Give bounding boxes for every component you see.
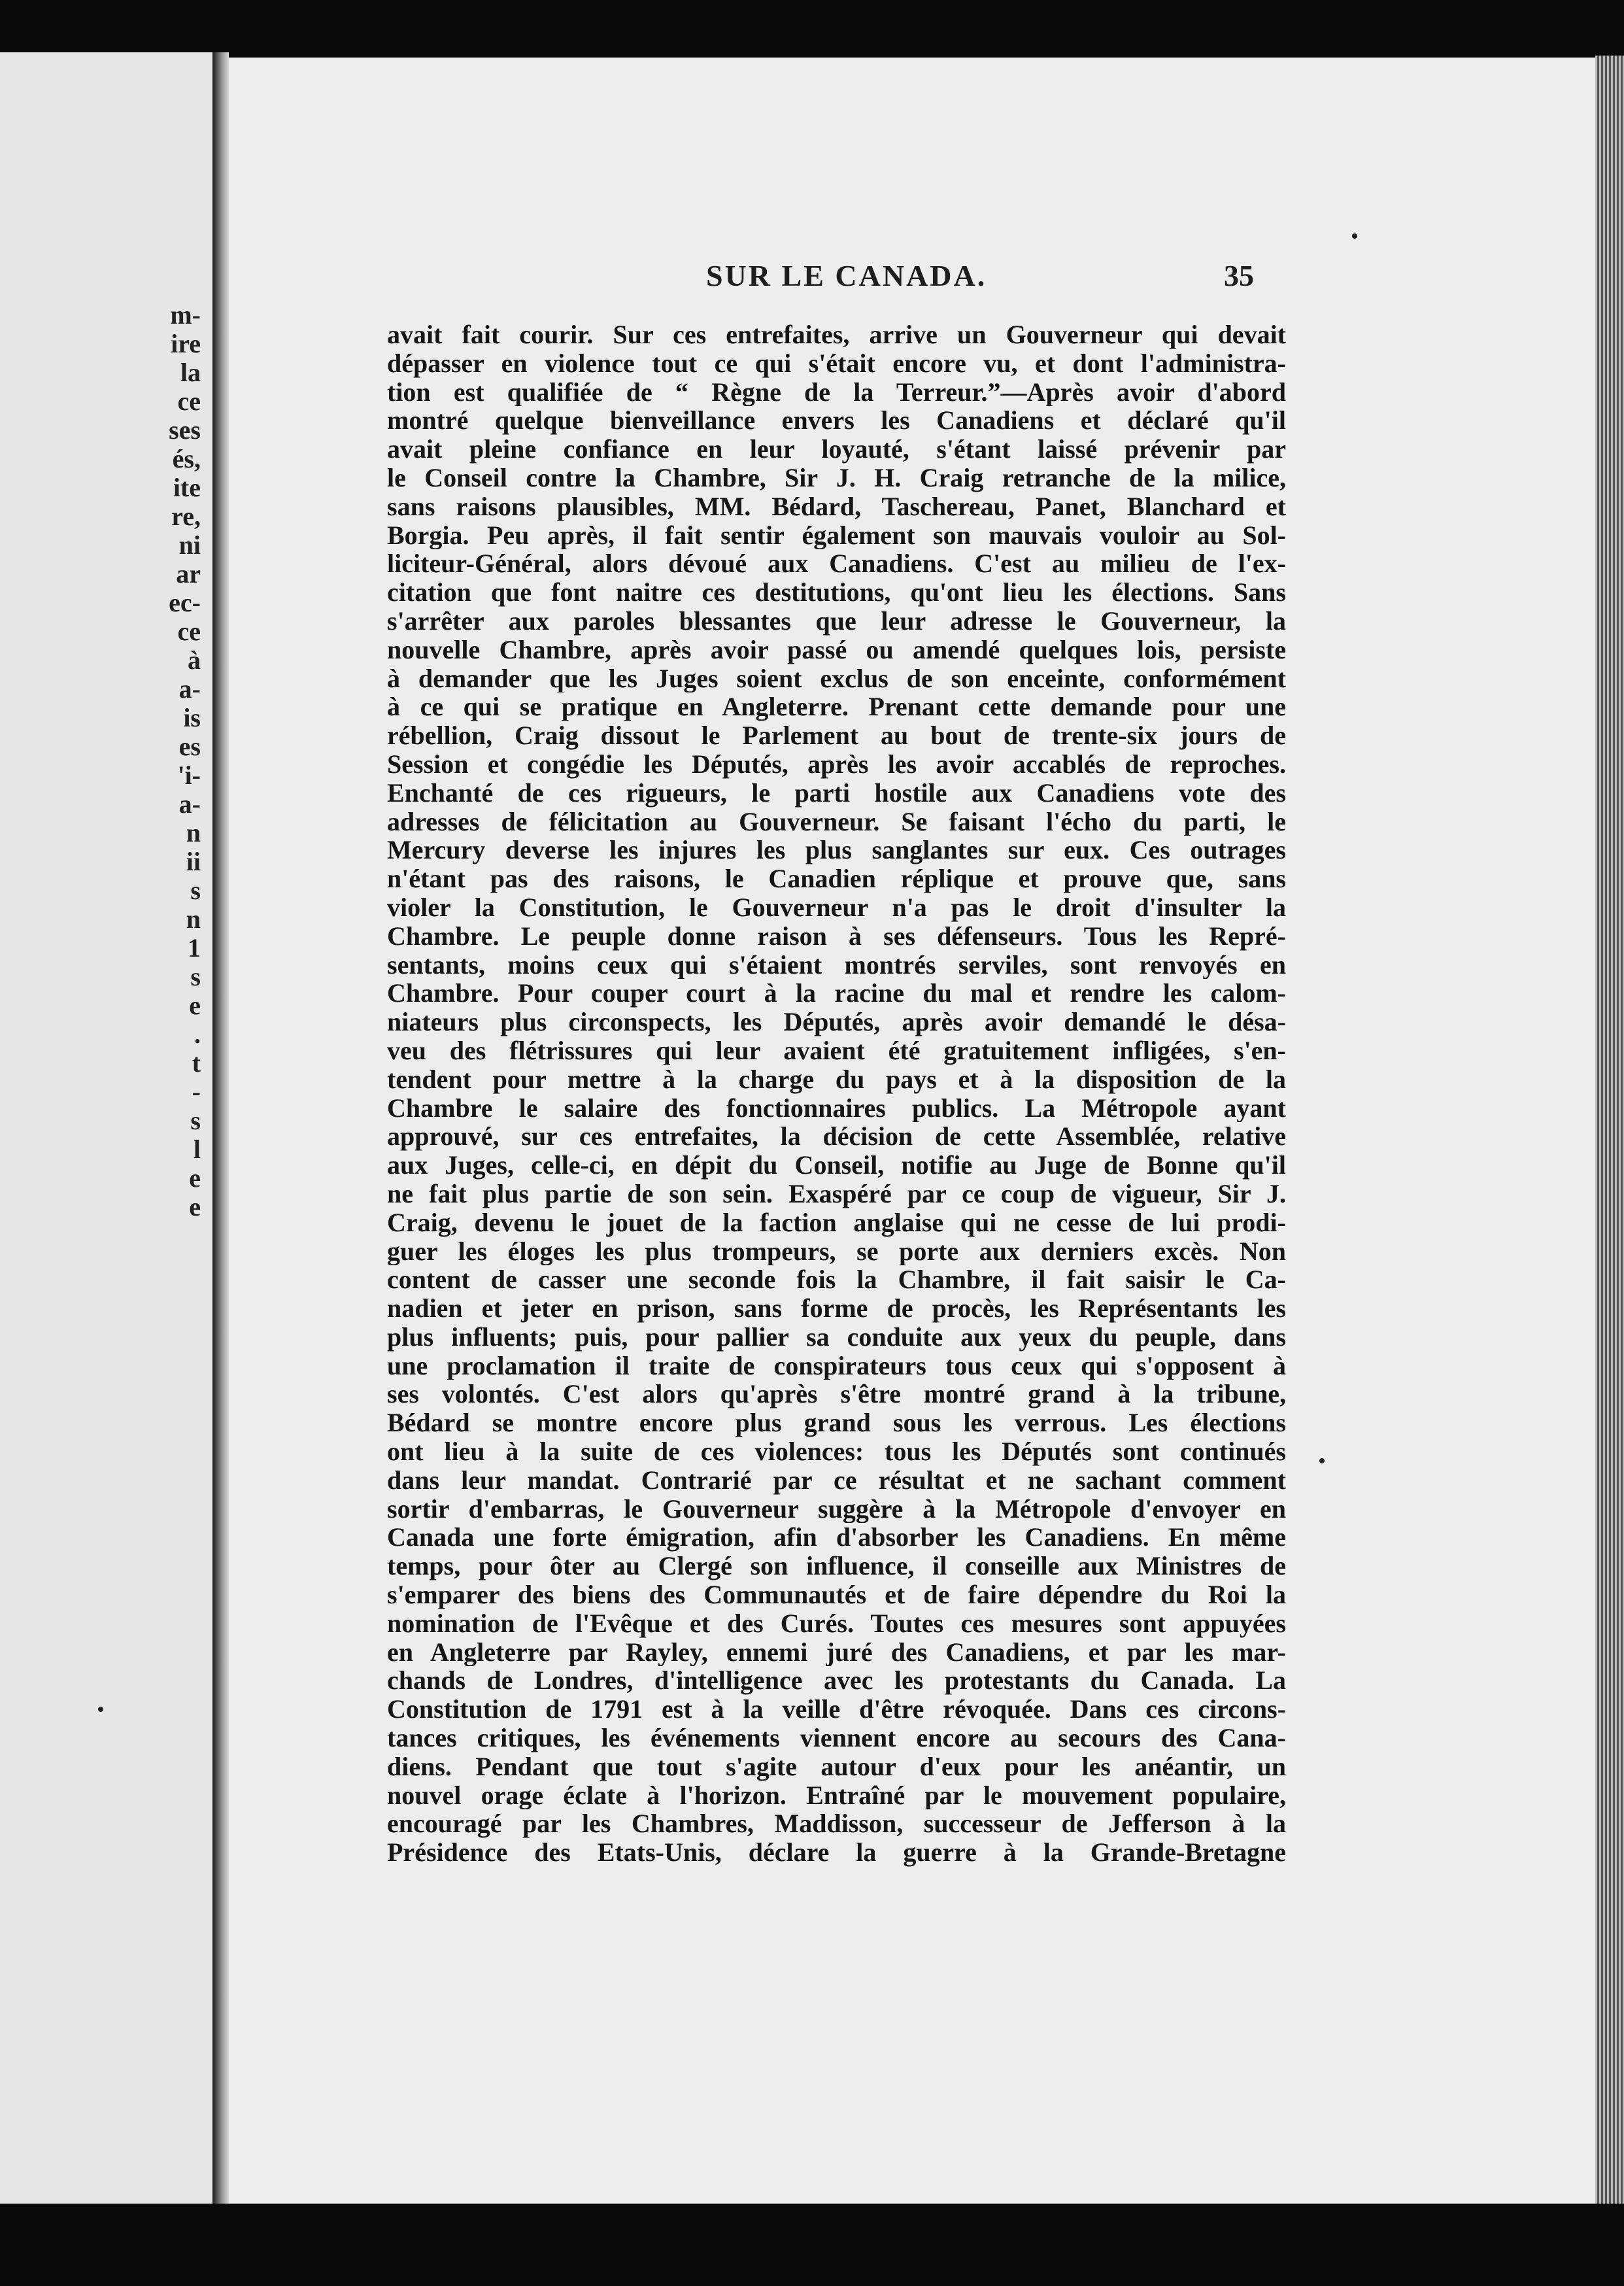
text-line: approuvé, sur ces entrefaites, la décision de cette Assemblée, relative: [387, 1122, 1286, 1152]
page-edges: [1595, 56, 1624, 2233]
text-line: nouvel orage éclate à l'horizon. Entraîné par le mouvement populaire,: [387, 1781, 1286, 1810]
text-line: adresses de félicitation au Gouverneur. Se faisant l'écho du parti, le: [387, 807, 1286, 836]
text-line: liciteur-Général, alors dévoué aux Canadiens. C'est au milieu de l'ex-: [387, 549, 1286, 579]
text-line: violer la Constitution, le Gouverneur n'a pas le droit d'insulter la: [387, 893, 1286, 922]
text-line: à ce qui se pratique en Angleterre. Prenant cette demande pour une: [387, 692, 1286, 722]
text-line: Canada une forte émigration, afin d'absorber les Canadiens. En même: [387, 1523, 1286, 1552]
text-line: Chambre le salaire des fonctionnaires publics. La Métropole ayant: [387, 1093, 1286, 1123]
left-page-fragment: ec-: [169, 588, 201, 617]
text-line: sans raisons plausibles, MM. Bédard, Taschereau, Panet, Blanchard et: [387, 492, 1286, 521]
left-page-fragment: s: [190, 876, 201, 905]
text-line: Chambre. Le peuple donne raison à ses défenseurs. Tous les Repré-: [387, 921, 1286, 951]
left-page-fragment: és,: [172, 444, 201, 473]
text-line: nomination de l'Evêque et des Curés. Toutes ces mesures sont appuyées: [387, 1609, 1286, 1638]
text-line: avait pleine confiance en leur loyauté, s'étant laissé prévenir par: [387, 435, 1286, 464]
book-gutter: [212, 52, 229, 2204]
text-line: ses volontés. C'est alors qu'après s'être montré grand à la tribune,: [387, 1380, 1286, 1409]
text-line: à demander que les Juges soient exclus de son enceinte, conformément: [387, 664, 1286, 693]
left-page-fragment: n: [186, 904, 201, 934]
text-line: tendent pour mettre à la charge du pays et à la disposition de la: [387, 1065, 1286, 1094]
text-line: content de casser une seconde fois la Chambre, il fait saisir le Ca-: [387, 1265, 1286, 1295]
text-line: une proclamation il traite de conspirateurs tous ceux qui s'opposent à: [387, 1351, 1286, 1380]
left-page-fragment: -: [192, 1077, 201, 1106]
text-line: temps, pour ôter au Clergé son influence, il conseille aux Ministres de: [387, 1552, 1286, 1581]
text-line: chands de Londres, d'intelligence avec les protestants du Canada. La: [387, 1666, 1286, 1696]
left-page-fragment: re,: [171, 502, 201, 531]
left-page-fragment: ire: [171, 329, 201, 358]
text-line: guer les éloges les plus trompeurs, se porte aux derniers excès. Non: [387, 1237, 1286, 1266]
page-number: 35: [1224, 259, 1254, 292]
text-line: dans leur mandat. Contrarié par ce résultat et ne sachant comment: [387, 1465, 1286, 1495]
left-page-fragment: e: [189, 991, 201, 1020]
speck: [98, 1707, 103, 1712]
left-page-fragment: ce: [177, 617, 201, 646]
left-page-fragment: n: [186, 818, 201, 847]
text-line: aux Juges, celle-ci, en dépit du Conseil, notifie au Juge de Bonne qu'il: [387, 1151, 1286, 1180]
text-line: nadien et jeter en prison, sans forme de procès, les Représentants les: [387, 1294, 1286, 1323]
text-line: Craig, devenu le jouet de la faction anglaise qui ne cesse de lui prodi-: [387, 1208, 1286, 1237]
text-line: s'emparer des biens des Communautés et de faire dépendre du Roi la: [387, 1580, 1286, 1609]
text-line: diens. Pendant que tout s'agite autour d'eux pour les anéantir, un: [387, 1752, 1286, 1781]
text-line: s'arrêter aux paroles blessantes que leur adresse le Gouverneur, la: [387, 606, 1286, 636]
left-page: [0, 52, 216, 2204]
left-page-fragment: ni: [178, 530, 201, 560]
left-page-fragment: ce: [177, 386, 201, 416]
left-page-fragment: l: [193, 1134, 201, 1164]
text-line: tion est qualifiée de “ Règne de la Terreur.”—Après avoir d'abord: [387, 377, 1286, 407]
left-page-fragment: s: [190, 1106, 201, 1135]
text-line: sentants, moins ceux qui s'étaient montrés serviles, sont renvoyés en: [387, 950, 1286, 980]
text-line: citation que font naitre ces destitutions, qu'ont lieu les élections. Sans: [387, 578, 1286, 607]
text-line: Borgia. Peu après, il fait sentir également son mauvais vouloir au Sol-: [387, 520, 1286, 550]
text-line: ont lieu à la suite de ces violences: tous les Députés sont continués: [387, 1437, 1286, 1466]
scan-border: [0, 2204, 1624, 2286]
text-line: Chambre. Pour couper court à la racine du mal et rendre les calom-: [387, 979, 1286, 1008]
left-page-fragment: ii: [186, 847, 201, 876]
text-line: rébellion, Craig dissout le Parlement au bout de trente-six jours de: [387, 721, 1286, 750]
text-line: le Conseil contre la Chambre, Sir J. H. Craig retranche de la milice,: [387, 463, 1286, 492]
text-line: niateurs plus circonspects, les Députés, après avoir demandé le désa-: [387, 1008, 1286, 1036]
text-line: dépasser en violence tout ce qui s'était encore vu, et dont l'administra-: [387, 349, 1286, 378]
left-page-fragment: e: [189, 1192, 201, 1221]
speck: [1352, 233, 1357, 239]
left-page-fragment: ar: [176, 559, 201, 589]
text-line: n'étant pas des raisons, le Canadien réplique et prouve que, sans: [387, 864, 1286, 893]
body-text: [387, 320, 1286, 1867]
text-line: avait fait courir. Sur ces entrefaites, arrive un Gouverneur qui devait: [387, 320, 1286, 349]
left-page-fragment: es: [178, 732, 201, 761]
left-page-fragment: .: [194, 1019, 201, 1049]
left-page-fragment: a-: [178, 674, 201, 704]
text-line: Enchanté de ces rigueurs, le parti hostile aux Canadiens vote des: [387, 778, 1286, 808]
text-line: tances critiques, les événements viennent encore au secours des Cana-: [387, 1724, 1286, 1752]
left-page-fragment: 'i-: [177, 760, 201, 790]
text-line: en Angleterre par Rayley, ennemi juré des Canadiens, et par les mar-: [387, 1637, 1286, 1667]
text-line: encouragé par les Chambres, Maddisson, successeur de Jefferson à la: [387, 1809, 1286, 1839]
text-line: veu des flétrissures qui leur avaient été gratuitement infligées, s'en-: [387, 1036, 1286, 1065]
left-page-fragment: s: [190, 962, 201, 991]
text-line: sortir d'embarras, le Gouverneur suggère à la Métropole d'envoyer en: [387, 1494, 1286, 1524]
left-page-fragment: ses: [169, 415, 201, 445]
speck: [1319, 1458, 1325, 1463]
text-line: Session et congédie les Députés, après les avoir accablés de reproches.: [387, 749, 1286, 779]
left-page-fragment: 1: [188, 933, 201, 963]
left-page-fragment: a-: [178, 789, 201, 819]
left-page-fragment: t: [192, 1048, 201, 1078]
text-line: nouvelle Chambre, après avoir passé ou amendé quelques lois, persiste: [387, 635, 1286, 664]
text-line: Constitution de 1791 est à la veille d'être révoquée. Dans ces circons-: [387, 1695, 1286, 1724]
left-page-fragment: à: [188, 645, 201, 675]
text-line: montré quelque bienveillance envers les Canadiens et déclaré qu'il: [387, 406, 1286, 435]
left-page-fragment: m-: [170, 300, 201, 330]
text-line: ne fait plus partie de son sein. Exaspéré par ce coup de vigueur, Sir J.: [387, 1179, 1286, 1208]
text-line: Mercury deverse les injures les plus sanglantes sur eux. Ces outrages: [387, 836, 1286, 865]
left-page-fragment: la: [180, 358, 201, 387]
text-line: Présidence des Etats-Unis, déclare la guerre à la Grande-Bretagne: [387, 1838, 1286, 1868]
left-page-fragment: ite: [173, 473, 201, 502]
text-line: Bédard se montre encore plus grand sous les verrous. Les élections: [387, 1408, 1286, 1438]
left-page-text-fragments: [122, 52, 201, 1221]
text-line: plus influents; puis, pour pallier sa conduite aux yeux du peuple, dans: [387, 1322, 1286, 1352]
left-page-fragment: e: [189, 1163, 201, 1193]
running-head: SUR LE CANADA.: [706, 259, 987, 292]
left-page-fragment: is: [183, 703, 201, 732]
